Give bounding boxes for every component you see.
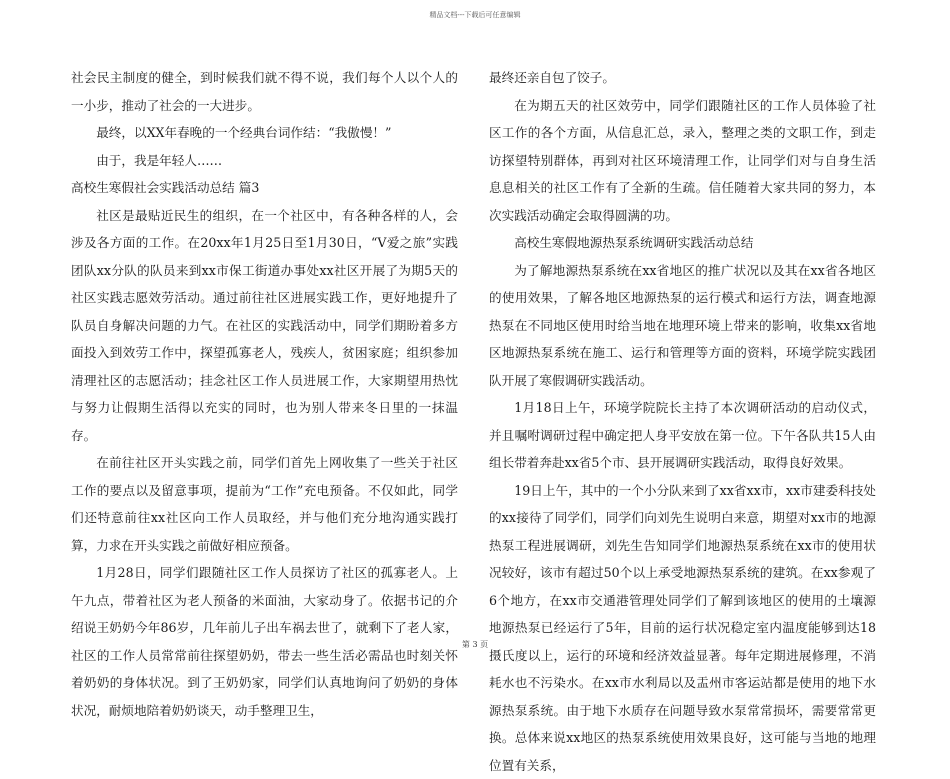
paragraph: 19日上午，其中的一个小分队来到了xx省xx市，xx市建委科技处的xx接待了同学们，同学们向刘先生说明白来意，期望对xx市的地源热泵工程进展调研，刘先生告知同学们地源热泵系统在xx市的使用状况较好，该市有超过50个以上承受地源热泵系统的建筑。在xx参观了6个地方，在xx市交通港管理处同学们了解到该地区的使用的土壤源地源热泵已经运行了5年，目前的运行状况稳定室内温度能够到达18摄氏度以上，运行的环境和经济效益显著。每年定期进展修理，不消耗水也不污染水。在xx市水利局以及盂州市客运站都是使用的地下水源热泵系统。由于地下水质存在问题导致水泵常常损坏，需要常常更换。总体来说xx地区的热泵系统使用效果良好，这可能与当地的地理位置有关系， — [489, 477, 876, 779]
paragraph: 最终，以XX年春晚的一个经典台词作结：“我傲慢！” — [71, 119, 458, 147]
paragraph: 由于，我是年轻人…… — [71, 147, 458, 175]
section-heading: 高校生寒假社会实践活动总结 篇3 — [71, 174, 458, 202]
page-number: 第 3 页 — [0, 639, 950, 650]
paragraph: 社区是最贴近民生的组织，在一个社区中，有各种各样的人，会涉及各方面的工作。在20xx年1月25日至1月30日，“V爱之旅”实践团队xx分队的队员来到xx市保工街道办事处xx社区开展了为期5天的社区实践志愿效劳活动。通过前往社区进展实践工作，更好地提升了队员自身解决问题的力气。在社区的实践活动中，同学们期盼着多方面投入到效劳工作中，探望孤寡老人，残疾人，贫困家庭；组织参加清理社区的志愿活动；挂念社区工作人员进展工作，大家期望用热忱与努力让假期生活得以充实的同时，也为别人带来冬日里的一抹温存。 — [71, 202, 458, 450]
paragraph: 最终还亲自包了饺子。 — [489, 64, 876, 92]
page-header: 精品文档---下载后可任意编辑 — [0, 10, 950, 20]
paragraph: 在为期五天的社区效劳中，同学们跟随社区的工作人员体验了社区工作的各个方面，从信息汇总，录入，整理之类的文职工作，到走访探望特别群体，再到对社区环境清理工作，让同学们对与自身生活息息相关的社区工作有了全新的生疏。信任随着大家共同的努力，本次实践活动确定会取得圆满的功。 — [489, 92, 876, 230]
paragraph: 在前往社区开头实践之前，同学们首先上网收集了一些关于社区工作的要点以及留意事项，提前为“工作”充电预备。不仅如此，同学们还特意前往xx社区向工作人员取经，并与他们充分地沟通实践打算，力求在开头实践之前做好相应预备。 — [71, 449, 458, 559]
paragraph: 1月28日，同学们跟随社区工作人员探访了社区的孤寡老人。上午九点，带着社区为老人预备的米面油，大家动身了。依据书记的介绍说王奶奶今年86岁，几年前儿子出车祸去世了，就剩下了老人家，社区的工作人员常常前往探望奶奶，带去一些生活必需品也时刻关怀着奶奶的身体状况。到了王奶奶家，同学们认真地询问了奶奶的身体状况，耐烦地陪着奶奶谈天，动手整理卫生， — [71, 559, 458, 724]
paragraph: 社会民主制度的健全，到时候我们就不得不说，我们每个人以个人的一小步，推动了社会的一大进步。 — [71, 64, 458, 119]
paragraph: 1月18日上午，环境学院院长主持了本次调研活动的启动仪式，并且嘱咐调研过程中确定把人身平安放在第一位。下午各队共15人由组长带着奔赴xx省5个市、县开展调研实践活动，取得良好效果。 — [489, 394, 876, 477]
left-column — [71, 64, 458, 724]
section-heading: 高校生寒假地源热泵系统调研实践活动总结 — [489, 229, 876, 257]
paragraph: 为了解地源热泵系统在xx省地区的推广状况以及其在xx省各地区的使用效果，了解各地区地源热泵的运行模式和运行方法，调查地源热泵在不同地区使用时给当地在地理环境上带来的影响，收集xx省地区地源热泵系统在施工、运行和管理等方面的资料，环境学院实践团队开展了寒假调研实践活动。 — [489, 257, 876, 395]
